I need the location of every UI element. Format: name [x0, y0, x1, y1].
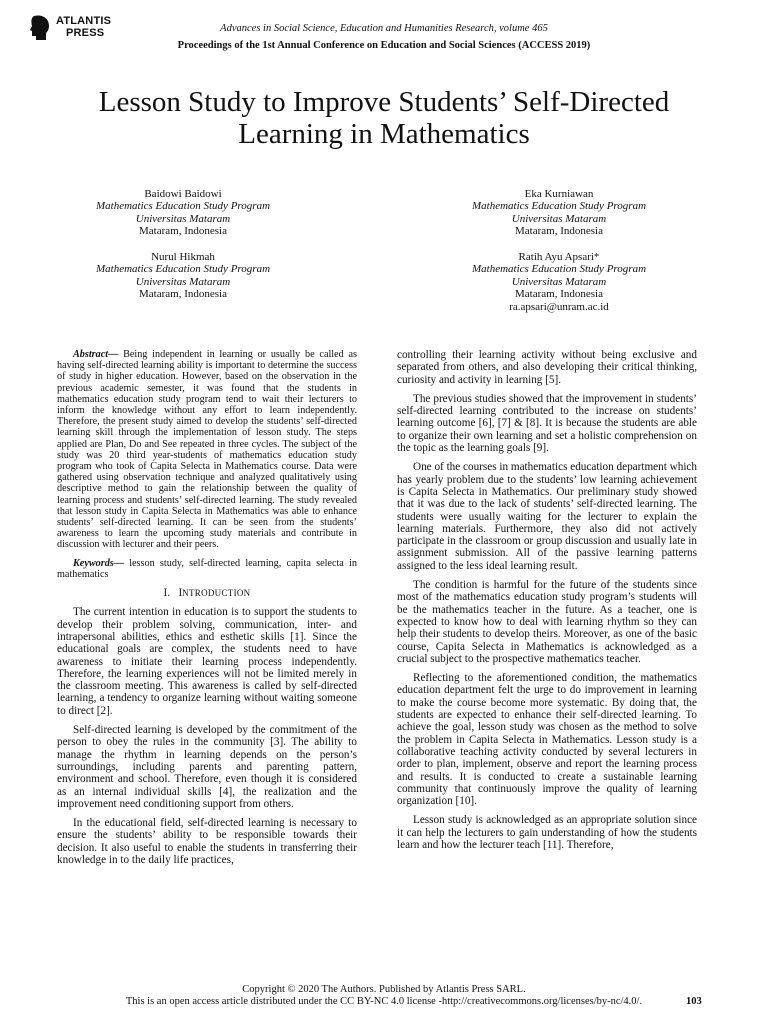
abstract	[57, 349, 357, 551]
author-block	[43, 251, 323, 301]
keywords	[57, 558, 357, 580]
copyright-line: Copyright © 2020 The Authors. Published by Atlantis Press SARL.	[242, 984, 526, 995]
author-location: Mataram, Indonesia	[139, 225, 227, 238]
paragraph: Reflecting to the aforementioned condition, the mathematics education department felt the urge to do improvement in learning to make the course become more systematic. By doing that, the students are expected to enhance their self-directed learning. To achieve the goal, lesson study was chosen as the method to solve the problem in Capita Selecta in Mathematics. Lesson study is a collaborative teaching activity conducted by several lecturers in order to plan, implement, observe and report the learning process and results. It is conducted to create a sustainable learning community that continuously improve the quality of learning organization [10].	[397, 672, 697, 808]
author-program: Mathematics Education Study Program	[95, 263, 271, 276]
paragraph: In the educational field, self-directed learning is necessary to ensure the students’ ability to be responsible towards their decision. It also useful to enable the students in transferring their knowledge in to the daily life practices,	[57, 817, 357, 866]
author-name: Eka Kurniawan	[524, 188, 594, 200]
author-university: Universitas Mataram	[511, 275, 607, 288]
page-number: 103	[686, 996, 702, 1007]
author-name: Baidowi Baidowi	[144, 188, 222, 200]
author-university: Universitas Mataram	[135, 212, 231, 225]
author-block	[43, 188, 323, 238]
paragraph: Self-directed learning is developed by the commitment of the person to obey the rules in the community [3]. The ability to manage the rhythm in learning depends on the person’s surroundings, including parents and parenting pattern, environment and school. Therefore, even though it is considered as an internal individual skills [4], the realization and the improvement need conditioning support from others.	[57, 724, 357, 810]
section-heading	[57, 587, 357, 599]
keywords-text: lesson study, self-directed learning, capita selecta in mathematics	[57, 557, 357, 580]
abstract-text: Being independent in learning or usually be called as having self-directed learning ability is important to determine the success of study in higher education. However, based on the observation in the previous academic semester, it was found that the students in mathematics education study program tend to wait their lecturers to inform the knowledge without any effort to learn independently. Therefore, the present study aimed to develop the students’ self-directed learning skill through the implementation of lesson study. The steps applied are Plan, Do and See repeated in three cycles. The subject of the study was 20 third year-students of mathematics education study program who took of Capita Selecta in Mathematics course. Data were gathered using observation technique and analyzed qualitatively using descriptive method to gain the relationship between the quality of learning process and students’ self-directed learning. The study revealed that lesson study in Capita Selecta in Mathematics was able to enhance students’ self-directed learning. It can be seen from the students’ awareness to learn the upcoming study materials and contribute in discussion with lecturer and their peers.	[57, 349, 357, 551]
author-program: Mathematics Education Study Program	[95, 200, 271, 213]
section-first-letter: I	[178, 587, 183, 600]
author-block	[419, 188, 699, 238]
paper-title-line-1: Lesson Study to Improve Students’ Self-Directed	[98, 86, 670, 118]
author-name: Ratih Ayu Apsari*	[518, 251, 600, 263]
keywords-label: Keywords—	[73, 557, 124, 569]
author-email[interactable]: ra.apsari@unram.ac.id	[509, 300, 609, 313]
paragraph: controlling their learning activity without being exclusive and separated from others, and also developing their critical thinking, curiosity and activity in learning [5].	[397, 349, 697, 386]
section-number: I.	[163, 587, 171, 600]
author-university: Universitas Mataram	[135, 275, 231, 288]
paragraph: The previous studies showed that the improvement in students’ self-directed learning contributed to the increase on students’ learning outcome [6], [7] & [8]. It is because the students are able to organize their own learning and set a holistic comprehension on the topic as the learning goals [9].	[397, 392, 697, 455]
abstract-label: Abstract—	[73, 349, 119, 360]
logo-text-press: PRESS	[66, 27, 105, 39]
author-program: Mathematics Education Study Program	[471, 200, 647, 213]
license-line: This is an open access article distributed under the CC BY-NC 4.0 license -http://creativecommons.org/licenses/by-nc/4.0/.	[125, 996, 643, 1007]
left-column	[57, 349, 357, 873]
paragraph: The current intention in education is to support the students to develop their problem solving, communication, inter- and intrapersonal abilities, ethics and esthetic skills [1]. Since the educational goals are complex, the students need to have awareness to initiate their learning process independently. Therefore, the learning experiences will not be limited merely in the classroom meeting. This awareness is called by self-directed learning, a tendency to organize learning without waiting someone to direct [2].	[57, 606, 357, 717]
journal-line: Advances in Social Science, Education and Humanities Research, volume 465	[220, 23, 548, 34]
paper-title	[60, 86, 708, 150]
paper-title-line-2: Learning in Mathematics	[238, 118, 530, 150]
proceedings-line: Proceedings of the 1st Annual Conference on Education and Social Sciences (ACCESS 2019)	[177, 40, 591, 51]
paragraph: The condition is harmful for the future of the students since most of the mathematics education study program’s students will be the mathematics teacher in the future. As a teacher, one is expected to know how to deal with learning rhythm so they can help their students to develop theirs. Moreover, as one of the basic course, Capita Selecta in Mathematics is acknowledged as a crucial subject to the prospective mathematics teacher.	[397, 579, 697, 665]
right-column	[397, 349, 697, 858]
logo-text-atlantis: ATLANTIS	[56, 15, 112, 27]
author-university: Universitas Mataram	[511, 212, 607, 225]
section-title-rest: NTRODUCTION	[182, 588, 251, 599]
author-location: Mataram, Indonesia	[139, 288, 227, 301]
author-location: Mataram, Indonesia	[515, 225, 603, 238]
author-name: Nurul Hikmah	[151, 251, 215, 263]
paragraph: Lesson study is acknowledged as an appropriate solution since it can help the lecturers to gain understanding of how the students learn and how the lecturer teach [11]. Therefore,	[397, 814, 697, 851]
author-block	[419, 251, 699, 313]
author-program: Mathematics Education Study Program	[471, 263, 647, 276]
paragraph: One of the courses in mathematics education department which has yearly problem due to the students’ low learning achievement is Capita Selecta in Mathematics. Our preliminary study showed that it was due to the lack of students’ self-directed learning. The students were usually waiting for the lecturer to explain the learning materials. Furthermore, they also did not actively participate in the classroom or group discussion and usually late in assignment submission. All of the passive learning patterns assigned to the less ideal learning result.	[397, 461, 697, 572]
author-location: Mataram, Indonesia	[515, 288, 603, 301]
